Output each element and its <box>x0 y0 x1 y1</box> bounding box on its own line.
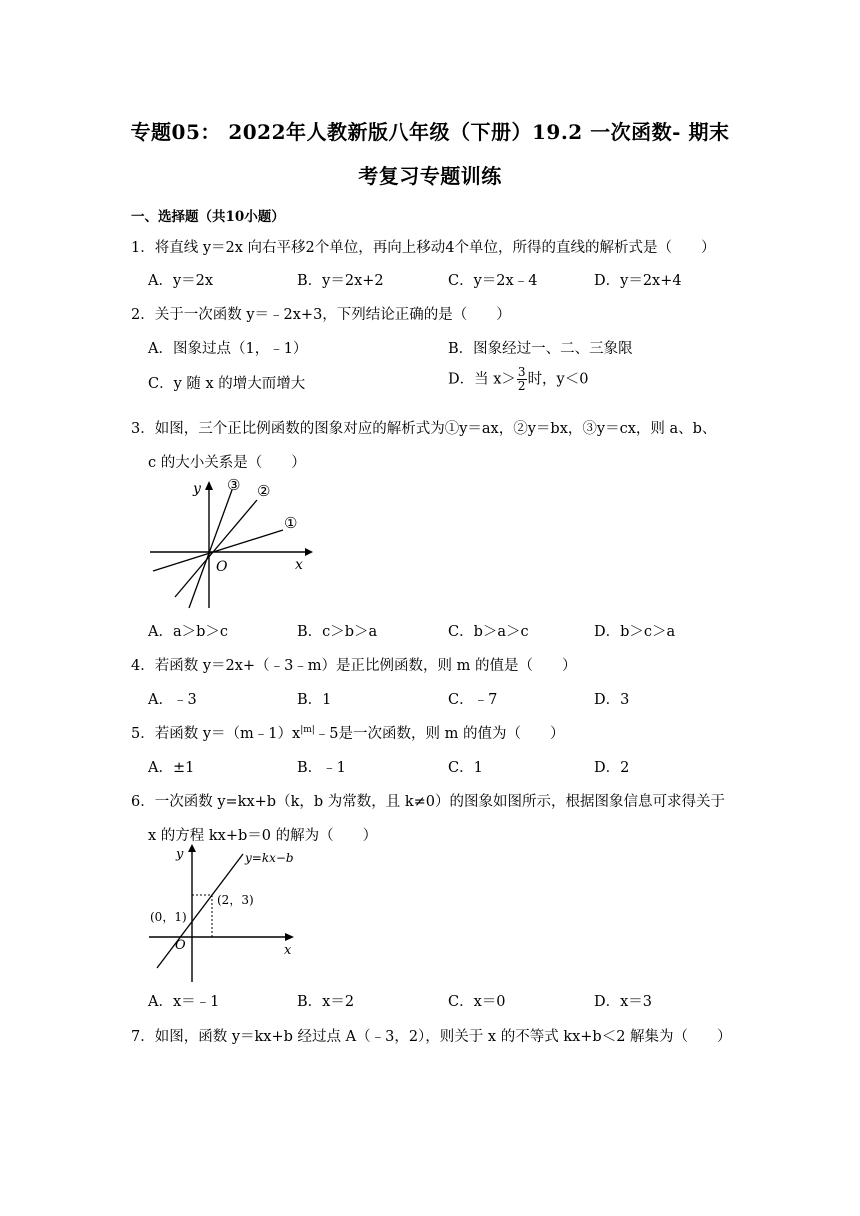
section-heading: 一、选择题（共10小题） <box>131 209 285 225</box>
q6-line-label: y=kx−b <box>245 851 294 865</box>
q6-point-label-1: (0，1) <box>150 910 187 924</box>
question-3-line1: 3．如图，三个正比例函数的图象对应的解析式为①y＝ax，②y＝bx，③y＝cx，则 a、b、 <box>131 421 717 437</box>
q3-y-label: y <box>193 481 201 497</box>
q6-x-arrow <box>285 933 294 941</box>
q1-option-a: A．y＝2x <box>148 273 214 289</box>
q3-line-3 <box>189 490 232 608</box>
q3-option-a: A．a＞b＞c <box>148 624 229 640</box>
question-5 <box>131 722 565 743</box>
q3-x-arrow <box>305 548 313 556</box>
question-6-line2: x 的方程 kx+b＝0 的解为（ ） <box>148 828 378 844</box>
q3-option-d: D．b＞c＞a <box>594 624 676 640</box>
q6-origin-label: O <box>175 938 186 953</box>
q3-label-1: ① <box>284 514 298 532</box>
q6-point-label-2: (2，3) <box>217 893 254 907</box>
q3-figure <box>145 476 315 612</box>
q5-option-b: B．﹣1 <box>297 760 346 776</box>
q4-option-c: C．﹣7 <box>448 692 498 708</box>
question-4: 4．若函数 y＝2x+（﹣3﹣m）是正比例函数，则 m 的值是（ ） <box>131 658 577 674</box>
q3-option-c: C．b＞a＞c <box>448 624 529 640</box>
q3-label-2: ② <box>257 482 271 500</box>
q5-option-c: C．1 <box>448 760 483 776</box>
q2-option-a: A．图象过点（1，﹣1） <box>148 341 308 357</box>
q4-option-b: B．1 <box>297 692 332 708</box>
q3-option-b: B．c＞b＞a <box>297 624 378 640</box>
q2-option-c: C．y 随 x 的增大而增大 <box>148 376 306 392</box>
q5-exponent: |m| <box>300 725 315 736</box>
question-6-line1: 6．一次函数 y=kx+b（k，b 为常数，且 k≠0）的图象如图所示，根据图象信息可求得关于 <box>131 794 726 810</box>
q5-option-a: A．±1 <box>148 760 195 776</box>
q6-y-label: y <box>176 847 184 862</box>
q2-option-d-prefix: D．当 x＞ <box>448 371 516 388</box>
q1-option-c: C．y＝2x﹣4 <box>448 273 538 289</box>
fraction-three-halves <box>517 366 527 393</box>
q5-text-before: 5．若函数 y＝（m﹣1）x <box>131 726 301 742</box>
q1-option-d: D．y＝2x+4 <box>594 273 682 289</box>
q3-line-2 <box>175 500 257 597</box>
q6-option-b: B．x＝2 <box>297 994 355 1010</box>
q6-y-arrow <box>188 844 196 852</box>
q6-option-a: A．x＝﹣1 <box>148 994 220 1010</box>
q2-option-d-suffix: 时，y＜0 <box>527 371 589 388</box>
q4-option-d: D．3 <box>594 692 630 708</box>
page-title-line2: 考复习专题训练 <box>358 164 502 188</box>
q6-x-label: x <box>284 943 292 958</box>
q6-figure <box>145 842 305 984</box>
fraction-numerator: 3 <box>517 365 526 379</box>
question-7: 7．如图，函数 y＝kx+b 经过点 A（﹣3，2），则关于 x 的不等式 kx+b＜2 解集为（ ） <box>131 1029 732 1045</box>
question-2: 2．关于一次函数 y＝﹣2x+3，下列结论正确的是（ ） <box>131 307 511 323</box>
q3-label-3: ③ <box>227 476 241 494</box>
question-3-line2: c 的大小关系是（ ） <box>148 455 306 471</box>
q3-origin-label: O <box>216 559 228 575</box>
q3-x-label: x <box>295 557 303 573</box>
question-1: 1．将直线 y＝2x 向右平移2个单位，再向上移动4个单位，所得的直线的解析式是（ ） <box>131 240 716 256</box>
q2-option-b: B．图象经过一、二、三象限 <box>448 341 633 357</box>
q3-y-arrow <box>205 481 213 490</box>
q1-option-b: B．y＝2x+2 <box>297 273 384 289</box>
q4-option-a: A．﹣3 <box>148 692 197 708</box>
q6-option-d: D．x＝3 <box>594 994 653 1010</box>
q2-option-d <box>448 366 588 393</box>
page-title-line1: 专题05： 2022年人教新版八年级（下册）19.2 一次函数- 期末 <box>130 120 730 144</box>
fraction-denominator: 2 <box>517 379 526 393</box>
q5-option-d: D．2 <box>594 760 630 776</box>
q5-text-after: ﹣5是一次函数，则 m 的值为（ ） <box>314 726 565 742</box>
q6-option-c: C．x＝0 <box>448 994 506 1010</box>
